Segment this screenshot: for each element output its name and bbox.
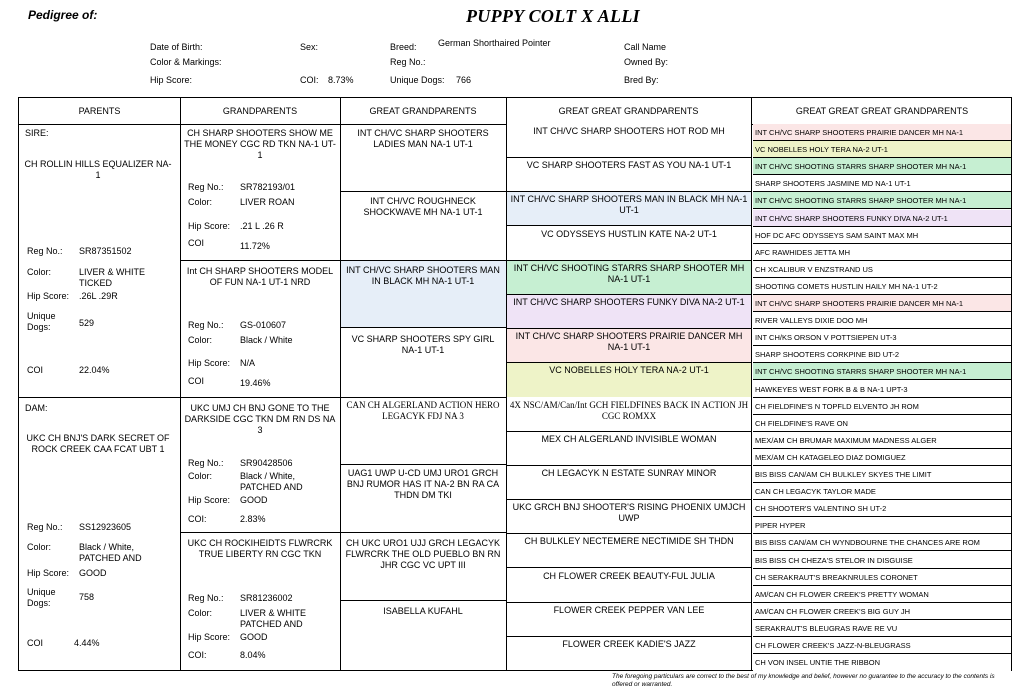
disclaimer-footer: The foregoing particulars are correct to the best of my knowledge and belief, however no guarantee to the accuracy to the contents is offered or warranted. xyxy=(612,673,995,688)
gp-hip-value: N/A xyxy=(240,358,256,368)
col-great-grandparents: GREAT GRANDPARENTS xyxy=(369,106,477,116)
gggg-name: SHOOTING COMETS HUSTLIN HAILY MH NA-1 UT-2 xyxy=(753,278,1011,295)
ggg-cell xyxy=(507,569,751,603)
great-grandparent-name: UAG1 UWP U-CD UMJ URO1 GRCH BNJ RUMOR HAS IT NA-2 BN RA CA THDN DM TKI xyxy=(346,468,500,500)
col-parents: PARENTS xyxy=(78,106,121,116)
gggg-name: BIS BISS CH CHEZA'S STELOR IN DISGUISE xyxy=(753,552,1011,569)
sire-coi-value: 22.04% xyxy=(79,365,110,375)
gp-color-value: Black / White, PATCHED AND xyxy=(240,471,303,492)
breed-label: Breed: xyxy=(390,42,417,52)
gggg-name: MEX/AM CH KATAGELEO DIAZ DOMIGUEZ xyxy=(753,449,1011,466)
gp-color-value: LIVER & WHITE PATCHED AND xyxy=(240,608,307,629)
ggg-name: FLOWER CREEK PEPPER VAN LEE xyxy=(553,604,705,615)
gggg-name: INT CH/VC SHARP SHOOTERS FUNKY DIVA NA-2 UT-1 xyxy=(753,210,1011,227)
ggg-name: VC ODYSSEYS HUSTLIN KATE NA-2 UT-1 xyxy=(541,228,717,239)
gggg-name: MEX/AM CH BRUMAR MAXIMUM MADNESS ALGER xyxy=(753,432,1011,449)
gp-color-value: Black / White xyxy=(240,335,293,345)
great-grandparent-name: INT CH/VC SHARP SHOOTERS MAN IN BLACK MH NA-1 UT-1 xyxy=(346,265,500,286)
gggg-name: AFC RAWHIDES JETTA MH xyxy=(753,244,1011,261)
dam-coi-value: 4.44% xyxy=(74,638,100,648)
coi-value: 8.73% xyxy=(328,75,354,85)
gggg-name: VC NOBELLES HOLY TERA NA-2 UT-1 xyxy=(753,141,1011,158)
dam-hip-value: GOOD xyxy=(79,568,107,578)
gggg-name: BIS BISS CAN/AM CH BULKLEY SKYES THE LIMIT xyxy=(753,466,1011,483)
gp-hip-label: Hip Score: xyxy=(188,221,231,231)
ggg-name: CH FLOWER CREEK BEAUTY-FUL JULIA xyxy=(543,570,715,581)
gggg-name: CH FIELDFINE'S N TOPFLD ELVENTO JH ROM xyxy=(753,398,1011,415)
ggg-name: FLOWER CREEK KADIE'S JAZZ xyxy=(562,639,696,649)
gp-color-label: Color: xyxy=(188,197,213,207)
ggg-cell xyxy=(507,466,751,500)
col-grandparents: GRANDPARENTS xyxy=(222,106,298,116)
sire-color-label: Color: xyxy=(27,267,52,277)
unique-dogs-value: 766 xyxy=(456,75,472,85)
sire-color-value: LIVER & WHITE TICKED xyxy=(79,267,146,288)
grandparent-name: UKC CH ROCKIHEIDTS FLWRCRK TRUE LIBERTY RN CGC TKN xyxy=(187,538,333,559)
ggg-name: 4X NSC/AM/Can/Int GCH FIELDFINES BACK IN ACTION JH CGC ROMXX xyxy=(509,399,749,421)
gp-hip-value: .21 L .26 R xyxy=(240,221,284,231)
great-grandparent-name: ISABELLA KUFAHL xyxy=(383,606,463,616)
bred-by-label: Bred By: xyxy=(624,75,659,85)
ggg-cell xyxy=(507,124,751,158)
gp-hip-label: Hip Score: xyxy=(188,495,231,505)
reg-no-label: Reg No.: xyxy=(390,57,426,67)
gp-reg-label: Reg No.: xyxy=(188,593,224,603)
ggg-cell xyxy=(507,398,751,432)
dam-color-value: Black / White, PATCHED AND xyxy=(79,542,142,563)
col-ggg-grandparents: GREAT GREAT GREAT GRANDPARENTS xyxy=(795,106,969,116)
gggg-name: INT CH/KS ORSON V POTTSIEPEN UT-3 xyxy=(753,329,1011,346)
sire-name: CH ROLLIN HILLS EQUALIZER NA-1 xyxy=(24,159,172,180)
ggg-cell xyxy=(507,261,751,295)
gp-reg-value: SR782193/01 xyxy=(240,182,296,192)
gggg-name: RIVER VALLEYS DIXIE DOO MH xyxy=(753,312,1011,329)
gp-hip-label: Hip Score: xyxy=(188,632,231,642)
sire-reg-label: Reg No.: xyxy=(27,246,63,256)
gggg-name: CH SERAKRAUT'S BREAKNRULES CORONET xyxy=(753,569,1011,586)
gggg-name: CH FLOWER CREEK'S JAZZ-N-BLEUGRASS xyxy=(753,637,1011,654)
sex-label: Sex: xyxy=(300,42,319,52)
gggg-name: INT CH/VC SHARP SHOOTERS PRAIRIE DANCER MH NA-1 xyxy=(753,124,1011,141)
gp-color-label: Color: xyxy=(188,608,213,618)
gggg-name: CH VON INSEL UNTIE THE RIBBON xyxy=(753,654,1011,671)
gp-color-label: Color: xyxy=(188,471,213,481)
gp-coi-label: COI: xyxy=(188,514,207,524)
col-great-great-grandparents: GREAT GREAT GRANDPARENTS xyxy=(558,106,699,116)
gp-coi-value: 11.72% xyxy=(240,241,270,251)
gggg-name: SHARP SHOOTERS CORKPINE BID UT-2 xyxy=(753,346,1011,363)
ggg-name: CH LEGACYK N ESTATE SUNRAY MINOR xyxy=(541,468,717,478)
gp-coi-value: 19.46% xyxy=(240,378,271,388)
great-grandparent-name: CAN CH ALGERLAND ACTION HERO LEGACYK FDJ NA 3 xyxy=(346,400,500,421)
breed-value: German Shorthaired Pointer xyxy=(438,38,551,48)
grandparent-name: Int CH SHARP SHOOTERS MODEL OF FUN NA-1 UT-1 NRD xyxy=(186,266,334,287)
gggg-name: BIS BISS CAN/AM CH WYNDBOURNE THE CHANCES ARE ROM xyxy=(753,534,1011,551)
gggg-name: CH XCALIBUR V ENZSTRAND US xyxy=(753,261,1011,278)
gp-reg-label: Reg No.: xyxy=(188,458,224,468)
sire-unique-value: 529 xyxy=(79,318,95,328)
color-markings-label: Color & Markings: xyxy=(150,57,222,67)
gp-coi-value: 8.04% xyxy=(240,650,266,660)
gggg-name: HOF DC AFC ODYSSEYS SAM SAINT MAX MH xyxy=(753,227,1011,244)
ggg-cell xyxy=(507,329,751,363)
gp-coi-label: COI xyxy=(188,376,205,386)
hip-score-label: Hip Score: xyxy=(150,75,193,85)
ggg-cell xyxy=(507,363,751,397)
ggg-name: INT CH/VC SHARP SHOOTERS MAN IN BLACK MH NA-1 UT-1 xyxy=(510,194,748,216)
ggg-cell xyxy=(507,500,751,534)
ggg-cell xyxy=(507,158,751,192)
gp-coi-label: COI xyxy=(188,238,205,248)
sire-label: SIRE: xyxy=(25,128,49,138)
call-name-label: Call Name xyxy=(624,42,667,52)
ggg-cell xyxy=(507,192,751,226)
gggg-name: AM/CAN CH FLOWER CREEK'S PRETTY WOMAN xyxy=(753,586,1011,603)
gp-coi-label: COI: xyxy=(188,650,207,660)
gggg-name: SERAKRAUT'S BLEUGRAS RAVE RE VU xyxy=(753,620,1011,637)
gggg-name: CH FIELDFINE'S RAVE ON xyxy=(753,415,1011,432)
dam-reg-label: Reg No.: xyxy=(27,522,63,532)
ggg-name: VC NOBELLES HOLY TERA NA-2 UT-1 xyxy=(549,365,709,376)
coi-label: COI: xyxy=(300,75,319,85)
gggg-name: CAN CH LEGACYK TAYLOR MADE xyxy=(753,483,1011,500)
pedigree-of-label: Pedigree of: xyxy=(28,8,98,22)
ggg-cell xyxy=(507,227,751,261)
sire-reg-value: SR87351502 xyxy=(79,246,132,256)
grandparent-name: CH SHARP SHOOTERS SHOW ME THE MONEY CGC RD TKN NA-1 UT-1 xyxy=(184,128,336,160)
gggg-name: PIPER HYPER xyxy=(753,517,1011,534)
great-grandparent-name: INT CH/VC SHARP SHOOTERS LADIES MAN NA-1 UT-1 xyxy=(357,128,489,149)
ggg-cell xyxy=(507,637,751,671)
dam-hip-label: Hip Score: xyxy=(27,568,70,578)
ggg-cell xyxy=(507,534,751,568)
ggg-name: INT CH/VC SHARP SHOOTERS FUNKY DIVA NA-2 UT-1 xyxy=(513,297,745,307)
dam-label: DAM: xyxy=(25,403,48,413)
dam-reg-value: SS12923605 xyxy=(79,522,132,532)
gp-hip-label: Hip Score: xyxy=(188,358,231,368)
ggg-name: UKC GRCH BNJ SHOOTER'S RISING PHOENIX UMJCH UWP xyxy=(512,502,746,524)
dob-label: Date of Birth: xyxy=(150,42,203,52)
pedigree-table xyxy=(18,97,1012,671)
gp-reg-value: GS-010607 xyxy=(240,320,287,330)
page-title: PUPPY COLT X ALLI xyxy=(466,6,640,26)
unique-dogs-label: Unique Dogs: xyxy=(390,75,445,85)
ggg-name: INT CH/VC SHOOTING STARRS SHARP SHOOTER MH NA-1 UT-1 xyxy=(513,262,745,284)
gp-reg-label: Reg No.: xyxy=(188,320,224,330)
gp-hip-value: GOOD xyxy=(240,495,268,505)
sire-coi-label: COI xyxy=(27,365,44,375)
dam-coi-label: COI xyxy=(27,638,44,648)
sire-hip-label: Hip Score: xyxy=(27,291,70,301)
gggg-name: HAWKEYES WEST FORK B & B NA-1 UPT-3 xyxy=(753,381,1011,398)
ggg-cell xyxy=(507,603,751,637)
ggg-name: CH BULKLEY NECTEMERE NECTIMIDE SH THDN xyxy=(524,536,734,547)
great-grandparent-name: CH UKC URO1 UJJ GRCH LEGACYK FLWRCRK THE OLD PUEBLO BN RN JHR CGC VC UPT III xyxy=(345,538,501,570)
ggg-name: INT CH/VC SHARP SHOOTERS HOT ROD MH xyxy=(533,126,725,136)
ggg-name: INT CH/VC SHARP SHOOTERS PRAIRIE DANCER MH NA-1 UT-1 xyxy=(515,331,743,353)
gggg-name: CH SHOOTER'S VALENTINO SH UT-2 xyxy=(753,500,1011,517)
gggg-name: INT CH/VC SHARP SHOOTERS PRAIRIE DANCER MH NA-1 xyxy=(753,295,1011,312)
dam-color-label: Color: xyxy=(27,542,52,552)
gp-reg-label: Reg No.: xyxy=(188,182,224,192)
gggg-name: INT CH/VC SHOOTING STARRS SHARP SHOOTER MH NA-1 xyxy=(753,158,1011,175)
gggg-name: AM/CAN CH FLOWER CREEK'S BIG GUY JH xyxy=(753,603,1011,620)
gp-coi-value: 2.83% xyxy=(240,514,266,524)
owned-by-label: Owned By: xyxy=(624,57,669,67)
gp-color-value: LIVER ROAN xyxy=(240,197,295,207)
great-grandparent-name: INT CH/VC ROUGHNECK SHOCKWAVE MH NA-1 UT-1 xyxy=(363,196,483,217)
ggg-name: MEX CH ALGERLAND INVISIBLE WOMAN xyxy=(541,433,717,444)
great-grandparent-name: VC SHARP SHOOTERS SPY GIRL NA-1 UT-1 xyxy=(351,334,495,355)
gp-reg-value: SR81236002 xyxy=(240,593,293,603)
gggg-name: SHARP SHOOTERS JASMINE MD NA-1 UT-1 xyxy=(753,175,1011,192)
sire-hip-value: .26L .29R xyxy=(79,291,118,301)
ggg-cell xyxy=(507,432,751,466)
dam-unique-value: 758 xyxy=(79,592,95,602)
ggg-name: VC SHARP SHOOTERS FAST AS YOU NA-1 UT-1 xyxy=(526,160,732,171)
sire-unique-label: Unique Dogs: xyxy=(27,311,56,332)
ggg-cell xyxy=(507,295,751,329)
gp-hip-value: GOOD xyxy=(240,632,268,642)
gp-color-label: Color: xyxy=(188,335,213,345)
dam-name: UKC CH BNJ'S DARK SECRET OF ROCK CREEK CAA FCAT UBT 1 xyxy=(26,433,170,454)
gggg-name: INT CH/VC SHOOTING STARRS SHARP SHOOTER MH NA-1 xyxy=(753,192,1011,209)
dam-unique-label: Unique Dogs: xyxy=(27,587,56,608)
gggg-name: INT CH/VC SHOOTING STARRS SHARP SHOOTER MH NA-1 xyxy=(753,363,1011,380)
gp-reg-value: SR90428506 xyxy=(240,458,293,468)
grandparent-name: UKC UMJ CH BNJ GONE TO THE DARKSIDE CGC TKN DM RN DS NA 3 xyxy=(184,403,336,435)
